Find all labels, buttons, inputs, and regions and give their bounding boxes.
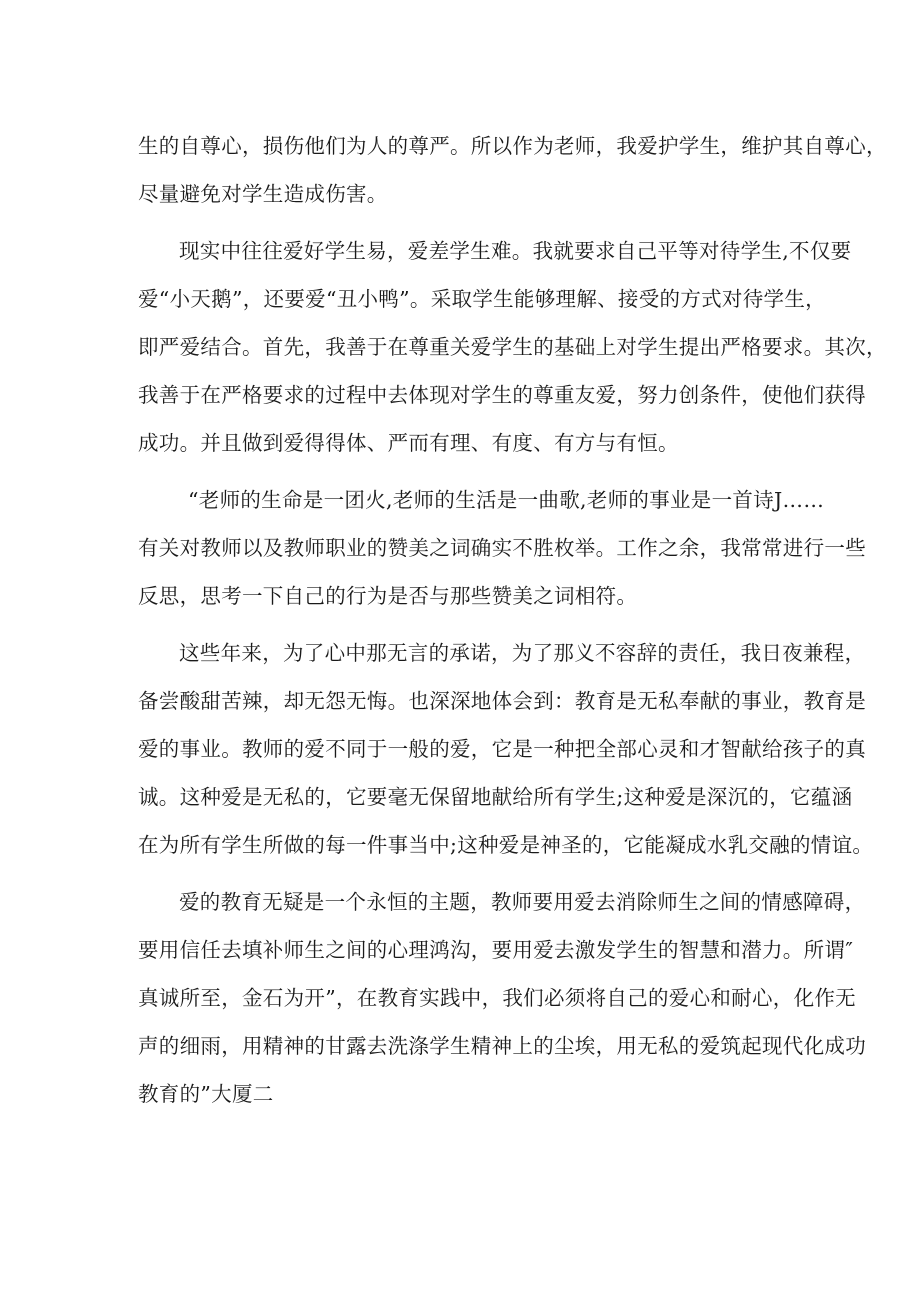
paragraph-5 xyxy=(138,878,866,1118)
text-line: 这些年来，为了心中那无言的承诺，为了那义不容辞的责任，我日夜兼程， xyxy=(179,641,866,665)
paragraph-3 xyxy=(138,476,866,620)
text-line: 我善于在严格要求的过程中去体现对学生的尊重友爱，努力创条件，使他们获得 xyxy=(138,383,866,407)
document-body xyxy=(138,122,887,1118)
text-line: 有关对教师以及教师职业的赞美之词确实不胜枚举。工作之余，我常常进行一些 xyxy=(138,536,866,560)
text-line: 爱“小天鹅”，还要爱“丑小鸭”。采取学生能够理解、接受的方式对待学生， xyxy=(138,287,826,311)
text-line: 成功。并且做到爱得得体、严而有理、有度、有方与有恒。 xyxy=(138,431,679,455)
text-line: 现实中往往爱好学生易，爱差学生难。我就要求自己平等对待学生,不仅要 xyxy=(179,239,852,263)
text-line: 真诚所至，金石为开”，在教育实践中，我们必须将自己的爱心和耐心，化作无 xyxy=(138,986,856,1010)
text-line: 即严爱结合。首先，我善于在尊重关爱学生的基础上对学生提出严格要求。其次， xyxy=(138,335,887,359)
text-line: 尽量避免对学生造成伤害。 xyxy=(138,182,388,206)
text-line: 在为所有学生所做的每一件事当中;这种爱是神圣的，它能凝成水乳交融的情谊。 xyxy=(138,833,874,857)
text-line: 反思，思考一下自己的行为是否与那些赞美之词相符。 xyxy=(138,584,638,608)
text-line: 教育的”大厦二 xyxy=(138,1082,274,1106)
paragraph-2 xyxy=(138,227,887,467)
text-line: 声的细雨，用精神的甘露去洗涤学生精神上的尘埃，用无私的爱筑起现代化成功 xyxy=(138,1034,866,1058)
paragraph-1 xyxy=(138,122,887,218)
text-line: 生的自尊心，损伤他们为人的尊严。所以作为老师，我爱护学生，维护其自尊心， xyxy=(138,134,887,158)
text-line: 备尝酸甜苦辣，却无怨无悔。也深深地体会到：教育是无私奉献的事业，教育是 xyxy=(138,689,866,713)
text-line: 要用信任去填补师生之间的心理鸿沟，要用爱去激发学生的智慧和潜力。所谓″ xyxy=(138,938,854,962)
text-line: 诚。这种爱是无私的，它要毫无保留地献给所有学生;这种爱是深沉的，它蕴涵 xyxy=(138,785,853,809)
text-line: “老师的生命是一团火,老师的生活是一曲歌,老师的事业是一首诗J…… xyxy=(188,488,825,512)
text-line: 爱的教育无疑是一个永恒的主题，教师要用爱去消除师生之间的情感障碍， xyxy=(179,890,866,914)
text-line: 爱的事业。教师的爱不同于一般的爱，它是一种把全部心灵和才智献给孩子的真 xyxy=(138,737,866,761)
paragraph-4 xyxy=(138,629,874,869)
